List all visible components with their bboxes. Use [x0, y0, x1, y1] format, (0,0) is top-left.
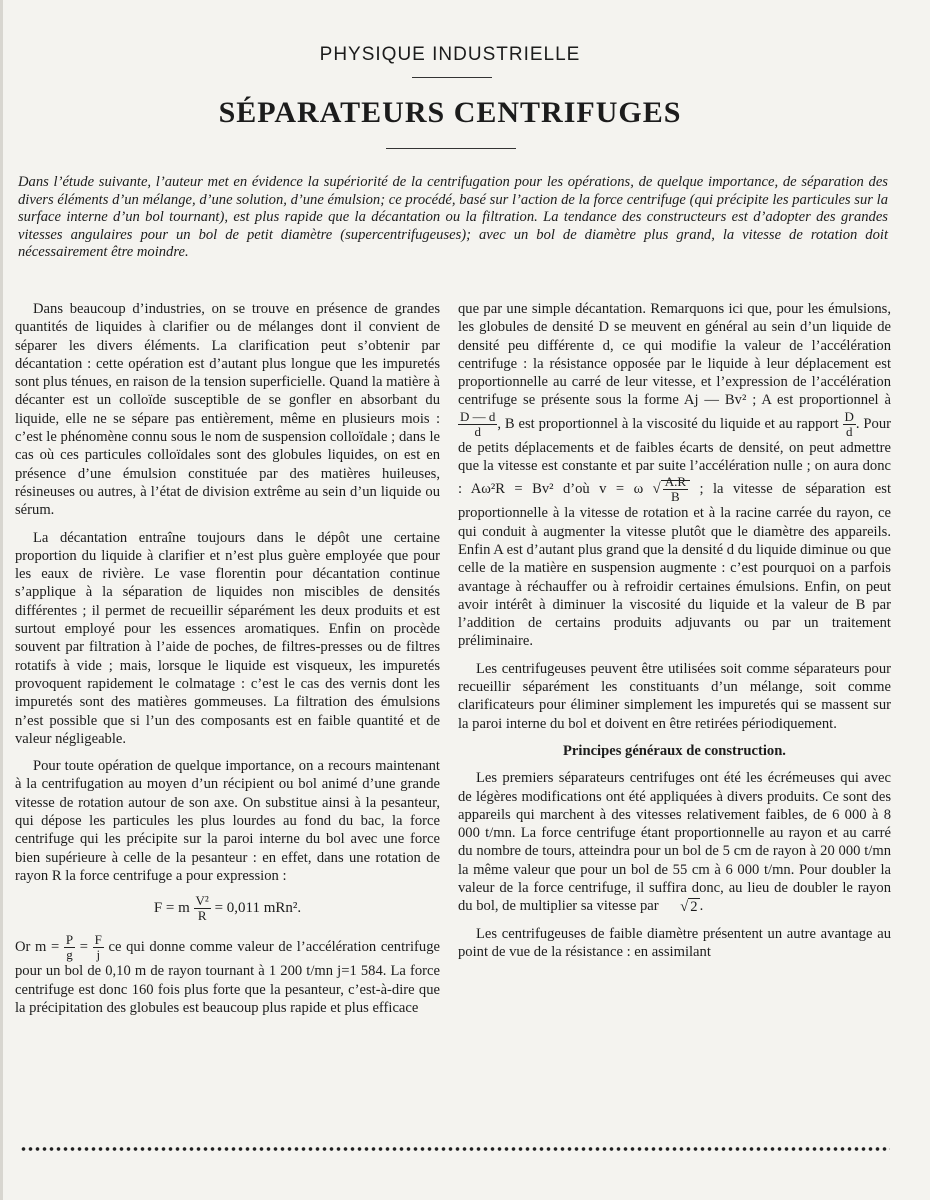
- left-column: [15, 300, 440, 1026]
- paragraph: Or m = $\frac{P}{g}$ = $\frac{F}{j}$ ce qui donne comme valeur de l’accélération centrifuge pour un bol de 0,10 m de rayon tournant à 1 200 t/mn j=1 584. La force centrifuge est donc 160 fois plus forte que la pesanteur, c’est-à-dire que la précipitation des globules est beaucoup plus rapide et plus efficace: [15, 932, 440, 1016]
- dotted-footer-rule: [20, 1146, 890, 1152]
- article-abstract: Dans l’étude suivante, l’auteur met en évidence la supériorité de la centrifugation pour les opérations, de quelque importance, de séparation des divers éléments d’un mélange, d’une solution, d’une émulsion; ce procédé, basé sur l’action de la force centrifuge (qui précipite les particules sur la surface interne d’un bol tournant), est plus rapide que la décantation ou la filtration. La tendance des constructeurs est d’adopter des grandes vitesses angulaires pour un bol de petit diamètre (supercentrifugeuses); avec un bol de diamètre plus grand, la vitesse de rotation doit nécessairement être moindre.: [18, 174, 888, 261]
- paragraph: La décantation entraîne toujours dans le dépôt une certaine proportion du liquide à clarifier et n’est plus guère employée que pour les eaux de rivière. Le vase florentin pour décantation continue s’applique à la séparation de liquides non miscibles de densités différentes ; il permet de recueillir séparément les deux produits et est surtout employé pour les essences aromatiques. Enfin on procède souvent par filtration à l’aide de poches, de filtres-presses ou de filtres rotatifs à vide ; mais, lorsque le liquide est visqueux, les impuretés provoquent rapidement le colmatage : c’est le cas des vernis dont les impuretés sont des matières gommeuses. La filtration des émulsions n’est possible que si l’un des composants est en faible quantité et de valeur négligeable.: [15, 529, 440, 747]
- fraction: $\frac{D — d}{d}$: [460, 408, 496, 439]
- fraction: $\frac{\text{V²}}{R}$: [195, 893, 209, 924]
- article-title: SÉPARATEURS CENTRIFUGES: [218, 96, 682, 129]
- right-column: [458, 300, 891, 971]
- page-edge: [0, 0, 3, 1200]
- section-kicker: PHYSIQUE INDUSTRIELLE: [319, 44, 581, 65]
- paragraph: Les centrifugeuses de faible diamètre présentent un autre avantage au point de vue de la résistance : en assimilant: [458, 926, 891, 961]
- section-heading: Principes généraux de construction.: [563, 742, 786, 759]
- paragraph: que par une simple décantation. Remarquons ici que, pour les émulsions, les globules de densité D se meuvent en général au sein d’un liquide de densité peu différente d, ce qui modifie la valeur de l’accélération centrifuge : la résistance opposée par le liquide à leur déplacement est proportionnelle au carré de leur vitesse, et l’expression de l’accélération centrifuge se présente sous la forme Aj — Bv² ; A est proportionnel à $\frac{D — d}{d}$ , B est proportionnel à la viscosité du liquide et au rapport $\frac{D}{d}$ . Pour de petits déplacements et de faibles écarts de densité, on peut admettre que la vitesse est constante et par suite l’accélération nulle ; on aura donc : Aω²R = Bv² d’où v = ω √ $\frac{A.R}{B}$ ; la vitesse de séparation est proportionnelle à la vitesse de rotation et à la racine carrée du rayon, ce qui conduit à augmenter la vitesse plutôt que le diamètre des appareils. Enfin A est d’autant plus grand que la densité d du liquide diminue ou que celle de la matière en suspension augmente : c’est pourquoi on a parfois avantage à réchauffer ou à refroidir certaines émulsions. Enfin, on peut avoir intérêt à diminuer la viscosité du liquide et la valeur de B par l’addition de certains produits adjuvants ou par un traitement préliminaire.: [458, 301, 892, 650]
- paragraph: Pour toute opération de quelque importance, on a recours maintenant à la centrifugation au moyen d’un récipient ou bol animé d’une grande vitesse de rotation autour de son axe. On substitue ainsi à la pesanteur, qui dépose les particules les plus lourdes au fond du bac, la force centrifuge qui les précipite sur la paroi interne du bol avec une force bien supérieure à celle de la pesanteur : en effet, dans une rotation de rayon R la force centrifuge a pour expression :: [15, 758, 440, 884]
- square-root: √ $\frac{A.R}{B}$: [653, 475, 690, 504]
- fraction: $\frac{F}{j}$: [94, 932, 102, 963]
- formula-text: F = m: [153, 900, 190, 917]
- paragraph: Les centrifugeuses peuvent être utilisées soit comme séparateurs pour recueillir séparément les constituants d’un mélange, soit comme clarificateurs pour éliminer simplement les impuretés qui se massent sur la paroi interne du bol et doivent en être retirées périodiquement.: [458, 660, 891, 732]
- title-rule: [386, 148, 516, 149]
- fraction: $\frac{D}{d}$: [844, 408, 854, 439]
- formula-text: = 0,011 mRn².: [214, 900, 302, 917]
- paragraph: Dans beaucoup d’industries, on se trouve en présence de grandes quantités de liquides à clarifier ou de mélanges dont il convient de séparer les divers éléments. La clarification peut s’obtenir par décantation : cette opération est d’autant plus longue que les impuretés sont plus ténues, en raison de la tension superficielle. Quand la matière à décanter est un colloïde susceptible de se gonfler en absorbant du liquide, elle ne se sépare pas entièrement, même en plusieurs mois : c’est le phénomène connu sous le nom de suspension colloïdale ; dans le cas où ces particules colloïdales sont des globules liquides, on est en présence d’une émulsion constituée par des matières huileuses, résineuses ou autres, à l’état de division extrême au sein d’un liquide ou sérum.: [15, 301, 440, 519]
- paragraph: Les premiers séparateurs centrifuges ont été les écrémeuses qui avec de légères modifications ont été appliquées à divers produits. Ce sont des appareils qui marchent à des vitesses relativement faibles, de 6 000 à 8 000 t/mn. La force centrifuge étant proportionnelle au rayon et au carré du nombre de tours, atteindra pour un bol de 5 cm de rayon à 20 000 t/mn la même valeur que pour un bol de 55 cm à 6 000 t/mn. Pour doubler la valeur de la force centrifuge, il suffira donc, au lieu de doubler le rayon du bol, de multiplier sa vitesse par √ 2 .: [458, 770, 891, 915]
- square-root: √ 2: [680, 898, 698, 915]
- fraction: $\frac{P}{g}$: [65, 932, 74, 963]
- centrifugal-force-formula: [15, 894, 440, 923]
- kicker-rule: [412, 77, 492, 78]
